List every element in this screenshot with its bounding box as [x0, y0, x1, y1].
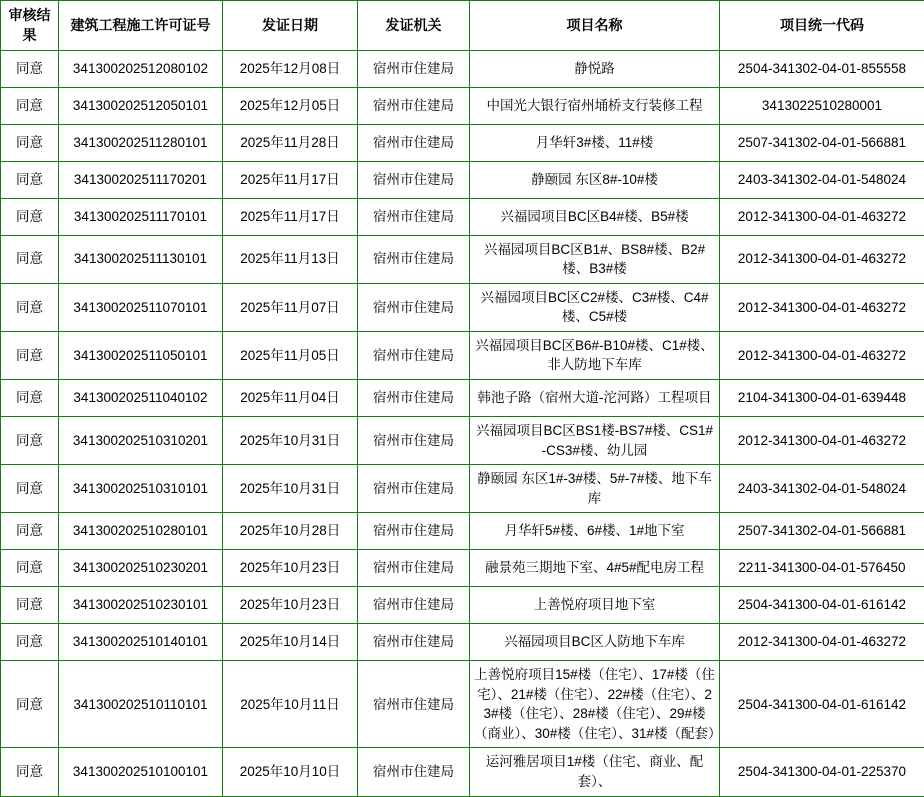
- cell-issue-date: 2025年12月08日: [223, 50, 358, 87]
- cell-permit-no: 341300202511040102: [59, 379, 223, 416]
- column-header-result: 审核结果: [1, 1, 59, 51]
- cell-project-code: 2012-341300-04-01-463272: [720, 331, 924, 379]
- cell-issue-date: 2025年10月14日: [223, 624, 358, 661]
- cell-issue-date: 2025年10月11日: [223, 661, 358, 748]
- cell-result: 同意: [1, 124, 59, 161]
- cell-issue-date: 2025年12月05日: [223, 87, 358, 124]
- cell-project-code: 2504-341300-04-01-616142: [720, 661, 924, 748]
- cell-result: 同意: [1, 161, 59, 198]
- cell-issue-date: 2025年11月13日: [223, 235, 358, 283]
- cell-result: 同意: [1, 283, 59, 331]
- column-header-project-name: 项目名称: [470, 1, 720, 51]
- cell-permit-no: 341300202512080102: [59, 50, 223, 87]
- cell-authority: 宿州市住建局: [358, 161, 470, 198]
- cell-result: 同意: [1, 331, 59, 379]
- cell-result: 同意: [1, 748, 59, 796]
- cell-permit-no: 341300202511170201: [59, 161, 223, 198]
- cell-issue-date: 2025年11月28日: [223, 124, 358, 161]
- cell-authority: 宿州市住建局: [358, 283, 470, 331]
- cell-project-name: 兴福园项目BC区人防地下车库: [470, 624, 720, 661]
- table-row: [1, 235, 924, 283]
- cell-authority: 宿州市住建局: [358, 661, 470, 748]
- cell-result: 同意: [1, 661, 59, 748]
- cell-issue-date: 2025年10月10日: [223, 748, 358, 796]
- cell-project-code: 2012-341300-04-01-463272: [720, 283, 924, 331]
- cell-permit-no: 341300202510310201: [59, 416, 223, 464]
- column-header-permit-no: 建筑工程施工许可证号: [59, 1, 223, 51]
- cell-project-name: 中国光大银行宿州埇桥支行装修工程: [470, 87, 720, 124]
- cell-project-code: 2504-341302-04-01-855558: [720, 50, 924, 87]
- cell-project-code: 2104-341300-04-01-639448: [720, 379, 924, 416]
- table-row: [1, 748, 924, 796]
- cell-issue-date: 2025年11月04日: [223, 379, 358, 416]
- cell-authority: 宿州市住建局: [358, 331, 470, 379]
- table-row: [1, 161, 924, 198]
- header-row: [1, 1, 924, 51]
- cell-result: 同意: [1, 624, 59, 661]
- cell-permit-no: 341300202512050101: [59, 87, 223, 124]
- cell-project-name: 月华轩5#楼、6#楼、1#地下室: [470, 513, 720, 550]
- cell-authority: 宿州市住建局: [358, 124, 470, 161]
- cell-permit-no: 341300202510140101: [59, 624, 223, 661]
- cell-result: 同意: [1, 87, 59, 124]
- cell-authority: 宿州市住建局: [358, 379, 470, 416]
- cell-project-code: 3413022510280001: [720, 87, 924, 124]
- cell-result: 同意: [1, 235, 59, 283]
- table-body: [1, 50, 924, 796]
- cell-project-name: 运河雅居项目1#楼（住宅、商业、配套）、: [470, 748, 720, 796]
- table-row: [1, 624, 924, 661]
- cell-permit-no: 341300202511170101: [59, 198, 223, 235]
- cell-authority: 宿州市住建局: [358, 50, 470, 87]
- cell-project-code: 2507-341302-04-01-566881: [720, 513, 924, 550]
- cell-project-name: 兴福园项目BC区BS1楼-BS7#楼、CS1#-CS3#楼、幼儿园: [470, 416, 720, 464]
- cell-authority: 宿州市住建局: [358, 587, 470, 624]
- table-row: [1, 124, 924, 161]
- cell-result: 同意: [1, 587, 59, 624]
- table-row: [1, 465, 924, 513]
- cell-permit-no: 341300202511130101: [59, 235, 223, 283]
- cell-result: 同意: [1, 198, 59, 235]
- cell-authority: 宿州市住建局: [358, 513, 470, 550]
- cell-permit-no: 341300202510310101: [59, 465, 223, 513]
- cell-issue-date: 2025年10月28日: [223, 513, 358, 550]
- cell-project-name: 静颐园 东区1#-3#楼、5#-7#楼、地下车库: [470, 465, 720, 513]
- cell-authority: 宿州市住建局: [358, 748, 470, 796]
- table-row: [1, 331, 924, 379]
- cell-issue-date: 2025年10月31日: [223, 416, 358, 464]
- cell-result: 同意: [1, 416, 59, 464]
- cell-project-name: 静悦路: [470, 50, 720, 87]
- table-row: [1, 661, 924, 748]
- cell-project-code: 2012-341300-04-01-463272: [720, 235, 924, 283]
- cell-authority: 宿州市住建局: [358, 550, 470, 587]
- table-row: [1, 379, 924, 416]
- cell-project-name: 融景苑三期地下室、4#5#配电房工程: [470, 550, 720, 587]
- cell-authority: 宿州市住建局: [358, 235, 470, 283]
- cell-project-code: 2504-341300-04-01-225370: [720, 748, 924, 796]
- cell-project-name: 兴福园项目BC区C2#楼、C3#楼、C4#楼、C5#楼: [470, 283, 720, 331]
- cell-permit-no: 341300202511050101: [59, 331, 223, 379]
- cell-result: 同意: [1, 513, 59, 550]
- cell-project-name: 上善悦府项目地下室: [470, 587, 720, 624]
- table-row: [1, 283, 924, 331]
- table-header: [1, 1, 924, 51]
- cell-issue-date: 2025年11月17日: [223, 161, 358, 198]
- table-row: [1, 50, 924, 87]
- cell-project-code: 2211-341300-04-01-576450: [720, 550, 924, 587]
- cell-result: 同意: [1, 50, 59, 87]
- cell-permit-no: 341300202510230101: [59, 587, 223, 624]
- cell-result: 同意: [1, 550, 59, 587]
- table-row: [1, 513, 924, 550]
- table-row: [1, 87, 924, 124]
- cell-issue-date: 2025年11月07日: [223, 283, 358, 331]
- cell-project-code: 2504-341300-04-01-616142: [720, 587, 924, 624]
- cell-project-name: 韩池子路（宿州大道-沱河路）工程项目: [470, 379, 720, 416]
- cell-project-code: 2012-341300-04-01-463272: [720, 624, 924, 661]
- cell-permit-no: 341300202511070101: [59, 283, 223, 331]
- cell-permit-no: 341300202510230201: [59, 550, 223, 587]
- cell-permit-no: 341300202510110101: [59, 661, 223, 748]
- cell-project-name: 月华轩3#楼、11#楼: [470, 124, 720, 161]
- cell-project-name: 兴福园项目BC区B4#楼、B5#楼: [470, 198, 720, 235]
- cell-authority: 宿州市住建局: [358, 198, 470, 235]
- cell-issue-date: 2025年11月17日: [223, 198, 358, 235]
- cell-authority: 宿州市住建局: [358, 465, 470, 513]
- cell-project-code: 2403-341302-04-01-548024: [720, 465, 924, 513]
- column-header-authority: 发证机关: [358, 1, 470, 51]
- cell-project-code: 2012-341300-04-01-463272: [720, 198, 924, 235]
- cell-issue-date: 2025年10月23日: [223, 587, 358, 624]
- table-row: [1, 587, 924, 624]
- cell-project-name: 静颐园 东区8#-10#楼: [470, 161, 720, 198]
- cell-result: 同意: [1, 465, 59, 513]
- table-row: [1, 198, 924, 235]
- table-row: [1, 550, 924, 587]
- cell-project-name: 兴福园项目BC区B1#、BS8#楼、B2#楼、B3#楼: [470, 235, 720, 283]
- cell-issue-date: 2025年10月31日: [223, 465, 358, 513]
- cell-issue-date: 2025年10月23日: [223, 550, 358, 587]
- cell-authority: 宿州市住建局: [358, 87, 470, 124]
- cell-project-name: 兴福园项目BC区B6#-B10#楼、C1#楼、非人防地下车库: [470, 331, 720, 379]
- column-header-project-code: 项目统一代码: [720, 1, 924, 51]
- cell-project-code: 2403-341302-04-01-548024: [720, 161, 924, 198]
- cell-issue-date: 2025年11月05日: [223, 331, 358, 379]
- cell-permit-no: 341300202510100101: [59, 748, 223, 796]
- table-row: [1, 416, 924, 464]
- cell-project-code: 2012-341300-04-01-463272: [720, 416, 924, 464]
- cell-project-code: 2507-341302-04-01-566881: [720, 124, 924, 161]
- cell-permit-no: 341300202511280101: [59, 124, 223, 161]
- cell-result: 同意: [1, 379, 59, 416]
- column-header-issue-date: 发证日期: [223, 1, 358, 51]
- cell-permit-no: 341300202510280101: [59, 513, 223, 550]
- cell-project-name: 上善悦府项目15#楼（住宅）、17#楼（住宅）、21#楼（住宅）、22#楼（住宅）、23#楼（住宅）、28#楼（住宅）、29#楼（商业）、30#楼（住宅）、31#楼（配套）: [470, 661, 720, 748]
- cell-authority: 宿州市住建局: [358, 624, 470, 661]
- cell-authority: 宿州市住建局: [358, 416, 470, 464]
